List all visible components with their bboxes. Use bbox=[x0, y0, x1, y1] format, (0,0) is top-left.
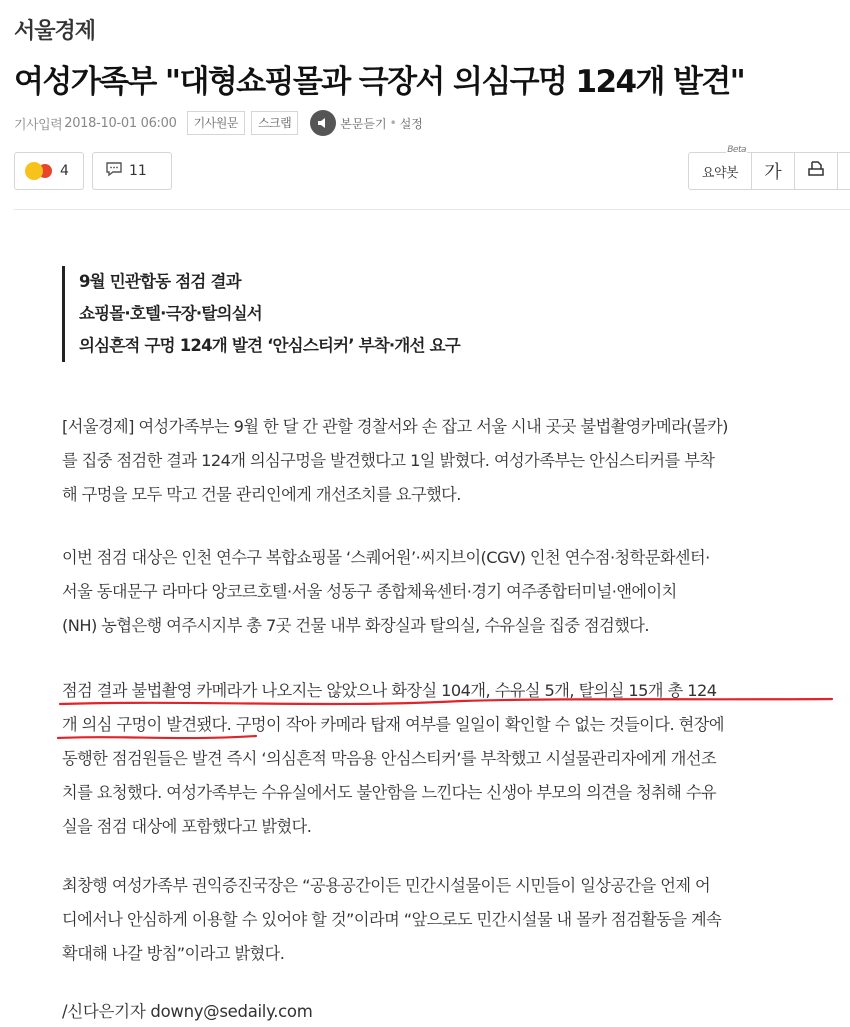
reaction-count: 4 bbox=[60, 163, 69, 179]
original-article-button[interactable]: 기사원문 bbox=[187, 111, 245, 135]
scrap-button[interactable]: 스크랩 bbox=[251, 111, 298, 135]
paragraph-line: 서울 동대문구 라마다 앙코르호텔·서울 성동구 종합체육센터·경기 여주종합터미널·앤에이치 bbox=[62, 582, 677, 601]
article-headline: 여성가족부 "대형쇼핑몰과 극장서 의심구멍 124개 발견" bbox=[14, 64, 745, 100]
paragraph-line: 치를 요청했다. 여성가족부는 수유실에서도 불안함을 느낀다는 신생아 부모의 의견을 청취해 수유 bbox=[62, 783, 717, 802]
summary-bot-label: 요약봇 bbox=[701, 165, 739, 181]
paragraph-line: 이번 점검 대상은 인천 연수구 복합쇼핑몰 ‘스퀘어원’·씨지브이(CGV) 인천 연수점·청학문화센터· bbox=[62, 548, 710, 567]
article-paragraph-2 bbox=[62, 541, 840, 643]
reporter-byline: /신다은기자 downy@sedaily.com bbox=[62, 1002, 313, 1021]
comment-button[interactable] bbox=[92, 152, 172, 190]
article-paragraph-1 bbox=[62, 410, 840, 512]
comment-count: 11 bbox=[129, 163, 147, 179]
paragraph-line: 실을 점검 대상에 포함했다고 밝혔다. bbox=[62, 817, 312, 836]
tts-separator: • bbox=[389, 116, 397, 130]
paragraph-line: 해 구멍을 모두 막고 건물 관리인에게 개선조치를 요구했다. bbox=[62, 485, 461, 504]
paragraph-line: 최창행 여성가족부 권익증진국장은 “공용공간이든 민간시설물이든 시민들이 일상공간을 언제 어 bbox=[62, 876, 711, 895]
speaker-icon bbox=[310, 110, 336, 136]
tts-settings[interactable]: 설정 bbox=[399, 116, 423, 131]
article-paragraph-4 bbox=[62, 869, 840, 971]
more-tools-button[interactable] bbox=[837, 152, 850, 190]
published-date: 2018-10-01 06:00 bbox=[64, 115, 177, 131]
paragraph-line: 확대해 나갈 방침”이라고 밝혔다. bbox=[62, 944, 285, 963]
published-label: 기사입력 bbox=[14, 117, 63, 133]
smile-emoji-icon bbox=[25, 162, 43, 180]
paragraph-line: 동행한 점검원들은 발견 즉시 ‘의심흔적 막음용 안심스티커’를 부착했고 시설물관리자에게 개선조 bbox=[62, 749, 717, 768]
subheading-line: 9월 민관합동 점검 결과 bbox=[79, 272, 241, 291]
tts-control[interactable] bbox=[310, 110, 423, 136]
paragraph-line: 점검 결과 불법촬영 카메라가 나오지는 않았으나 화장실 104개, 수유실 5개, 탈의실 15개 총 124 bbox=[62, 681, 717, 700]
paragraph-line: [서울경제] 여성가족부는 9월 한 달 간 관할 경찰서와 손 잡고 서울 시내 곳곳 불법촬영카메라(몰카) bbox=[62, 417, 728, 436]
summary-bot-button[interactable] bbox=[688, 145, 752, 190]
subheading-line: 쇼핑몰·호텔·극장·탈의실서 bbox=[79, 304, 262, 323]
font-size-button[interactable]: 가 bbox=[751, 152, 795, 190]
article-toolbar bbox=[14, 145, 850, 190]
subheading-line: 의심흔적 구멍 124개 발견 ‘안심스티커’ 부착·개선 요구 bbox=[79, 336, 460, 355]
paragraph-line: 개 의심 구멍이 발견됐다. 구멍이 작아 카메라 탑재 여부를 일일이 확인할 수 없는 것들이다. 현장에 bbox=[62, 715, 724, 734]
tts-label[interactable]: 본문듣기 bbox=[340, 116, 387, 131]
speech-bubble-icon bbox=[105, 161, 123, 182]
article-subheadings bbox=[62, 266, 460, 362]
divider bbox=[14, 209, 850, 210]
paragraph-line: 디에서나 안심하게 이용할 수 있어야 할 것”이라며 “앞으로도 민간시설물 내 몰카 점검활동을 계속 bbox=[62, 910, 722, 929]
reaction-button[interactable] bbox=[14, 152, 84, 190]
press-logo[interactable]: 서울경제 bbox=[14, 19, 96, 44]
article-paragraph-3 bbox=[62, 674, 840, 844]
beta-badge: Beta bbox=[727, 145, 746, 155]
paragraph-line: (NH) 농협은행 여주시지부 총 7곳 건물 내부 화장실과 탈의실, 수유실을 집중 점검했다. bbox=[62, 616, 649, 635]
print-button[interactable] bbox=[794, 152, 838, 190]
paragraph-line: 를 집중 점검한 결과 124개 의심구멍을 발견했다고 1일 밝혔다. 여성가족부는 안심스티커를 부착 bbox=[62, 451, 715, 470]
article-meta bbox=[14, 110, 423, 136]
print-icon bbox=[807, 160, 825, 182]
